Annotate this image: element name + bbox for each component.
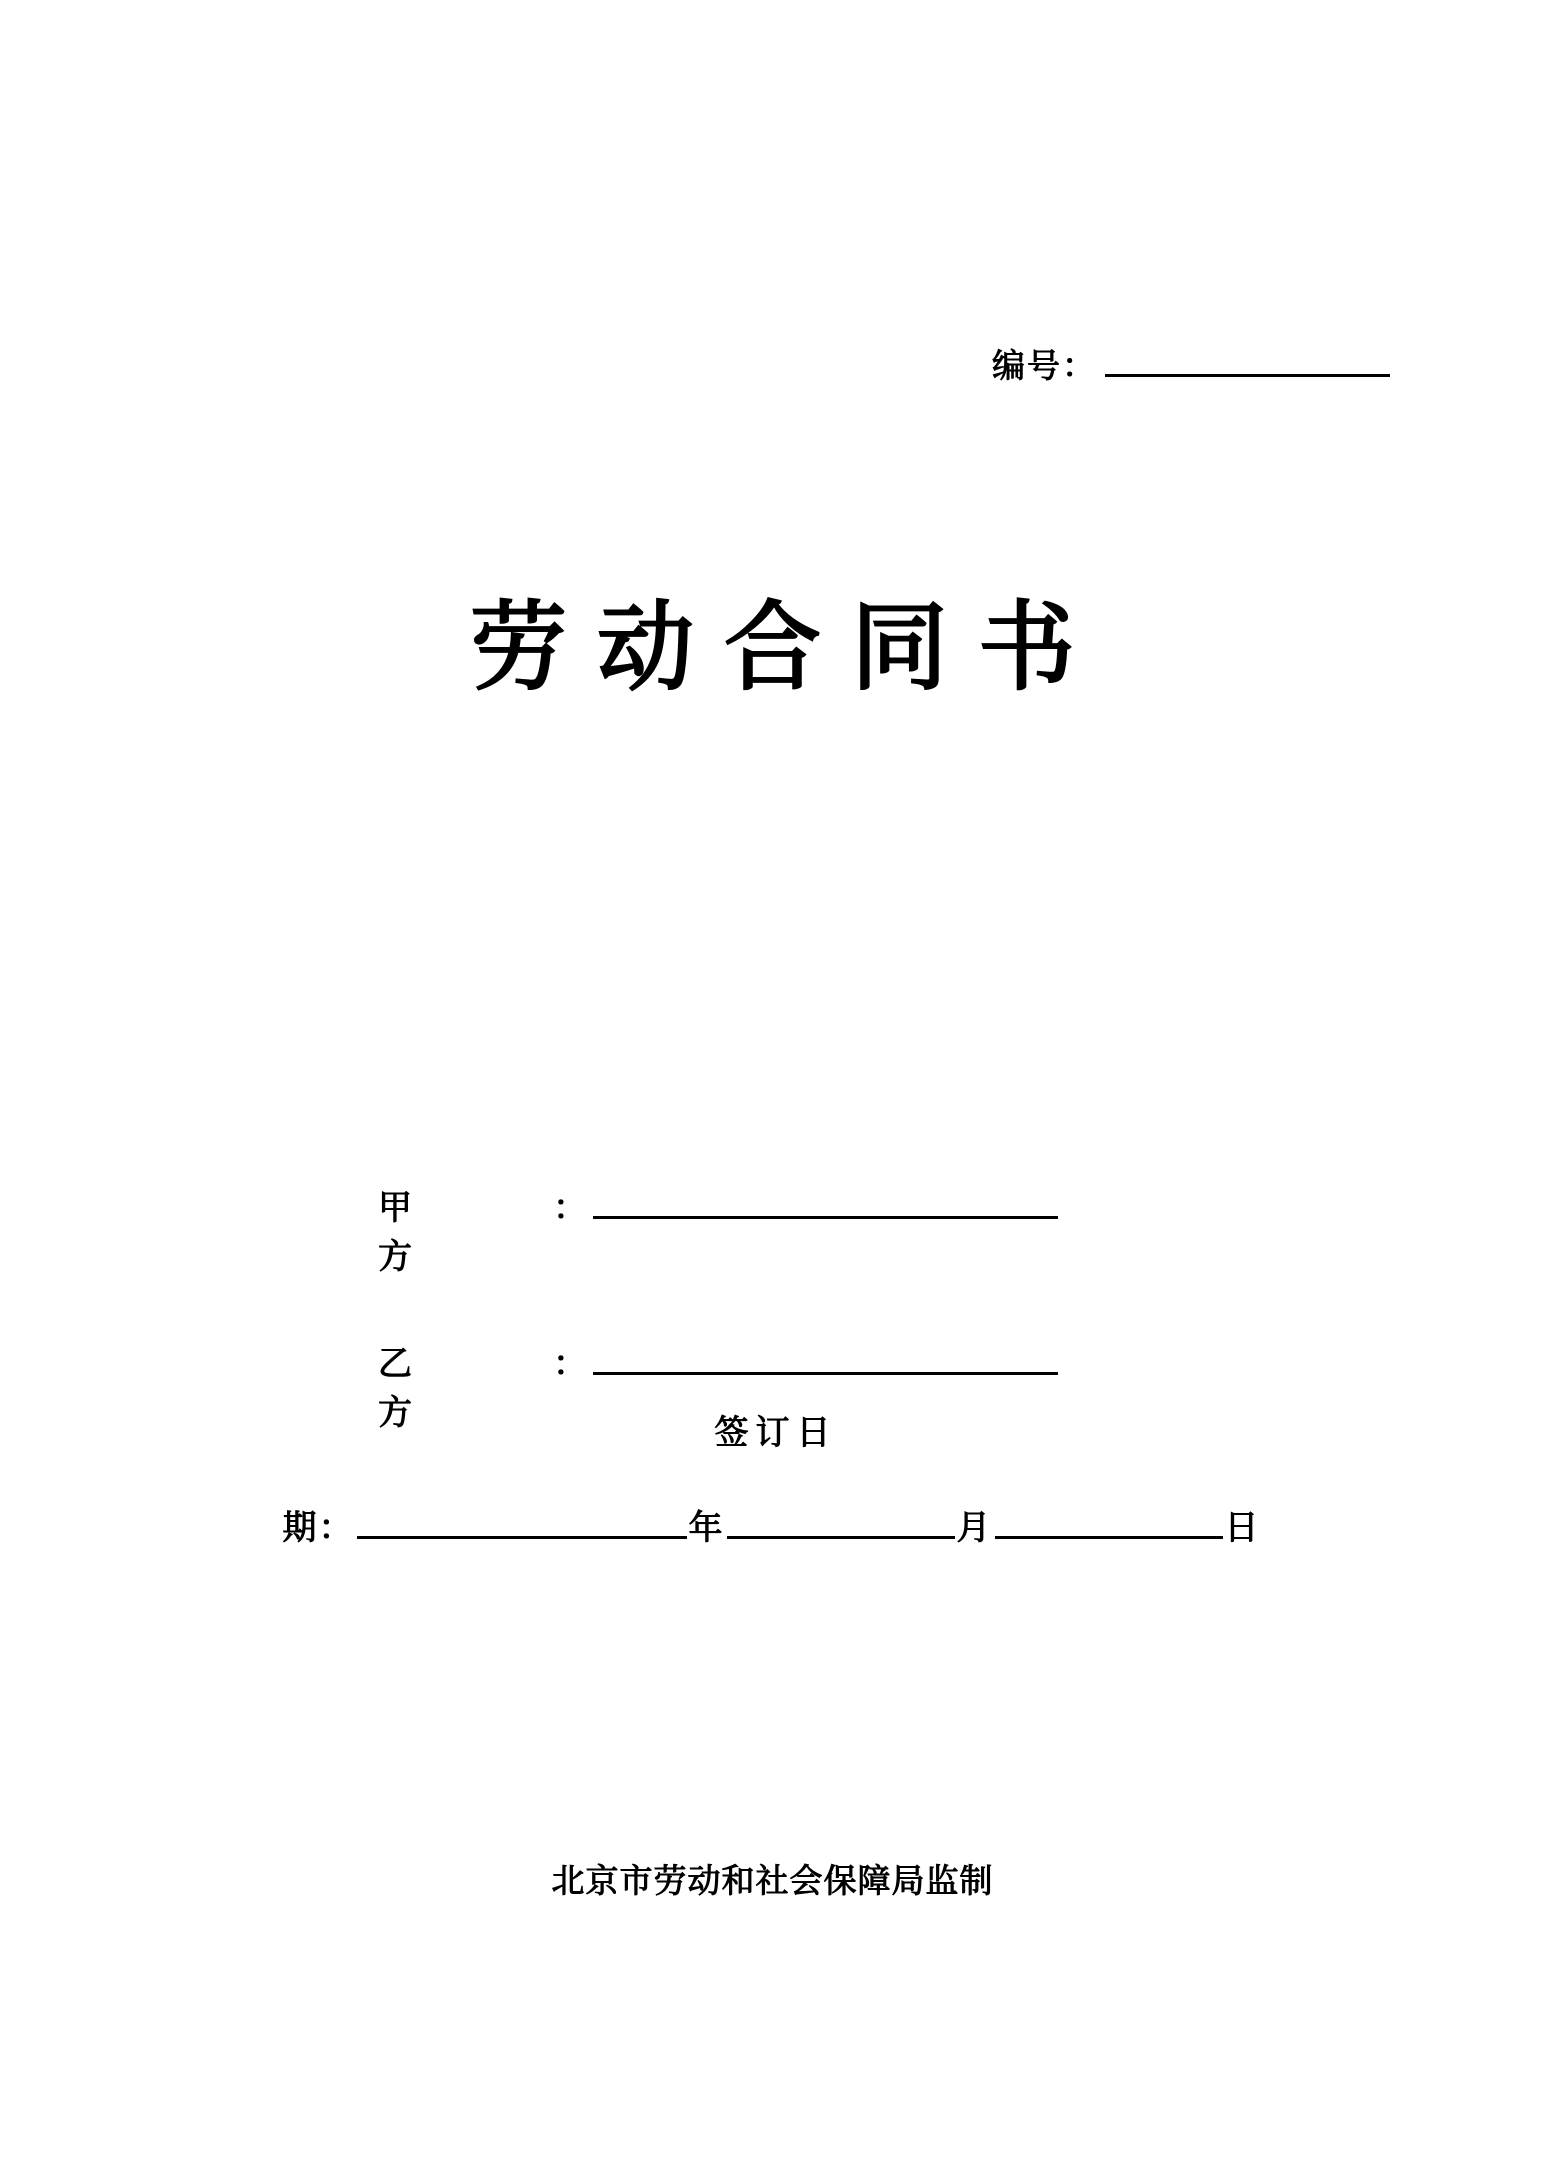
sign-date-day-blank[interactable] bbox=[995, 1506, 1223, 1539]
party-a-colon: ： bbox=[553, 1188, 589, 1228]
party-a-blank[interactable] bbox=[593, 1186, 1058, 1219]
sign-date-lead: 期： bbox=[282, 1508, 355, 1548]
contract-number-blank[interactable] bbox=[1105, 344, 1390, 377]
party-b-colon: ： bbox=[553, 1344, 589, 1384]
contract-number-label: 编号： bbox=[992, 346, 1097, 385]
sign-date-label: 签订日 bbox=[714, 1413, 838, 1453]
page-title: 劳动合同书 bbox=[470, 591, 1105, 704]
issuing-authority: 北京市劳动和社会保障局监制 bbox=[551, 1861, 994, 1900]
sign-date-year-blank[interactable] bbox=[357, 1506, 687, 1539]
sign-date-month-unit: 月 bbox=[956, 1508, 993, 1548]
sign-date-year-unit: 年 bbox=[688, 1508, 725, 1548]
sign-date-row bbox=[0, 1500, 1545, 1549]
party-b-blank[interactable] bbox=[593, 1342, 1058, 1375]
party-a-row bbox=[0, 1180, 1545, 1278]
party-a-label: 甲方 bbox=[378, 1188, 507, 1277]
sign-date-month-blank[interactable] bbox=[727, 1506, 955, 1539]
contract-number-row bbox=[0, 340, 1390, 387]
sign-date-day-unit: 日 bbox=[1224, 1508, 1261, 1548]
party-b-label: 乙方 bbox=[378, 1344, 507, 1433]
